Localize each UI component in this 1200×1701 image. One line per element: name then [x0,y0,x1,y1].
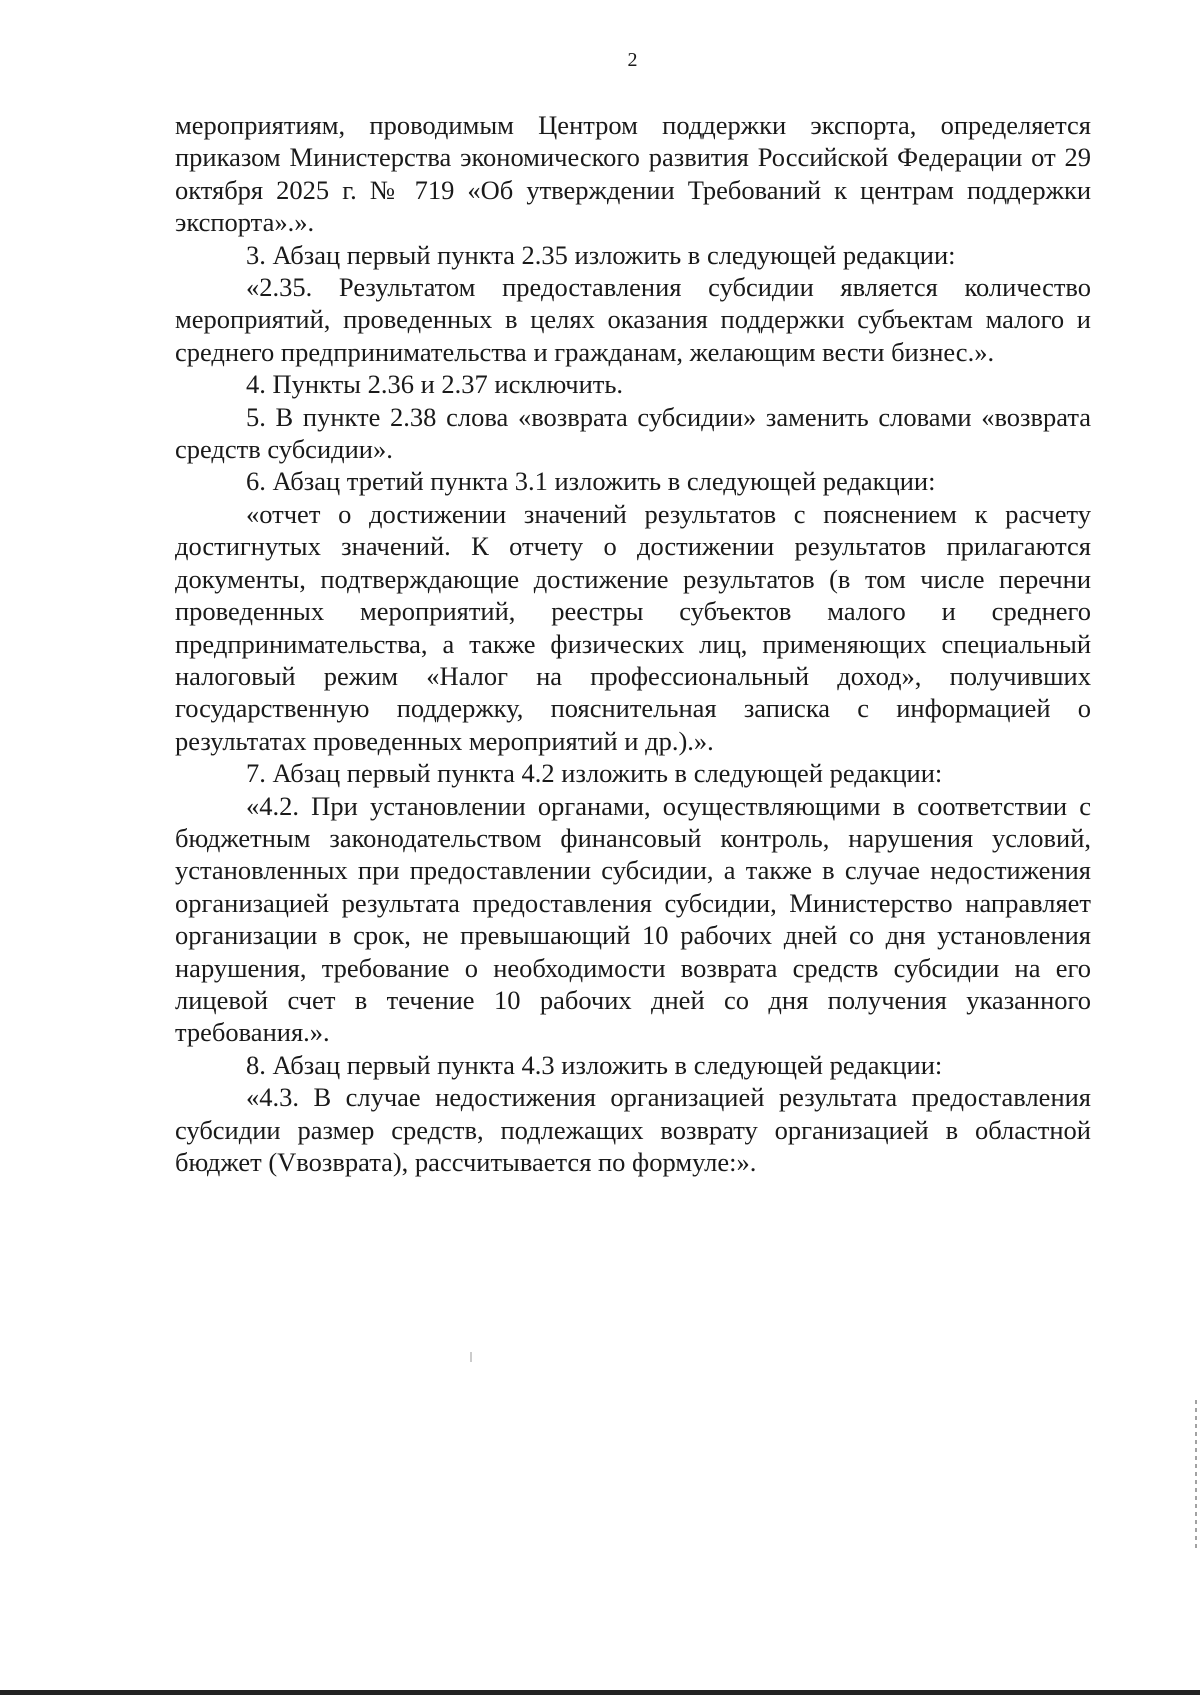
paragraph-continuation: мероприятиям, проводимым Центром поддержки экспорта, определяется приказом Министерства экономического развития Российской Федерации от 29 октября 2025 г. № 719 «Об утверждении Требований к центрам поддержки экспорта».». [175,110,1091,238]
paragraph-item-4: 4. Пункты 2.36 и 2.37 исключить. [246,369,624,400]
paragraph-item-6: 6. Абзац третий пункта 3.1 изложить в следующей редакции: [246,466,936,497]
paragraph-quote-2-35: «2.35. Результатом предоставления субсидии является количество мероприятий, проведенных в целях оказания поддержки субъектам малого и среднего предпринимательства и гражданам, желающим вести бизнес.». [175,272,1091,367]
paragraph-quote-3-1: «отчет о достижении значений результатов с пояснением к расчету достигнутых значений. К отчету о достижении результатов прилагаются документы, подтверждающие достижение результатов (в том числе перечни проведенных мероприятий, реестры субъектов малого и среднего предпринимательства, а также физических лиц, применяющих специальный налоговый режим «Налог на профессиональный доход», получивших государственную поддержку, пояснительная записка с информацией о результатах проведенных мероприятий и др.).». [175,498,1091,756]
document-body [175,109,1091,1178]
scan-edge-right [1195,1400,1197,1550]
paragraph-quote-4-2: «4.2. При установлении органами, осуществляющими в соответствии с бюджетным законодательством финансовый контроль, нарушения условий, установленных при предоставлении субсидии, а также в случае недостижения организацией результата предоставления субсидии, Министерство направляет организации в срок, не превышающий 10 рабочих дней со дня установления нарушения, требование о необходимости возврата средств субсидии на его лицевой счет в течение 10 рабочих дней со дня получения указанного требования.». [175,790,1091,1048]
paragraph-item-5: 5. В пункте 2.38 слова «возврата субсидии» заменить словами «возврата средств субсидии». [175,401,1091,465]
scan-edge-bottom [0,1690,1200,1695]
scan-speck [470,1352,472,1362]
paragraph-quote-4-3: «4.3. В случае недостижения организацией результата предоставления субсидии размер средств, подлежащих возврату организацией в областной бюджет (Vвозврата), рассчитывается по формуле:». [175,1082,1091,1177]
page-number: 2 [627,49,638,71]
paragraph-item-7: 7. Абзац первый пункта 4.2 изложить в следующей редакции: [246,758,943,789]
paragraph-item-8: 8. Абзац первый пункта 4.3 изложить в следующей редакции: [246,1049,943,1080]
paragraph-item-3: 3. Абзац первый пункта 2.35 изложить в следующей редакции: [246,239,956,270]
